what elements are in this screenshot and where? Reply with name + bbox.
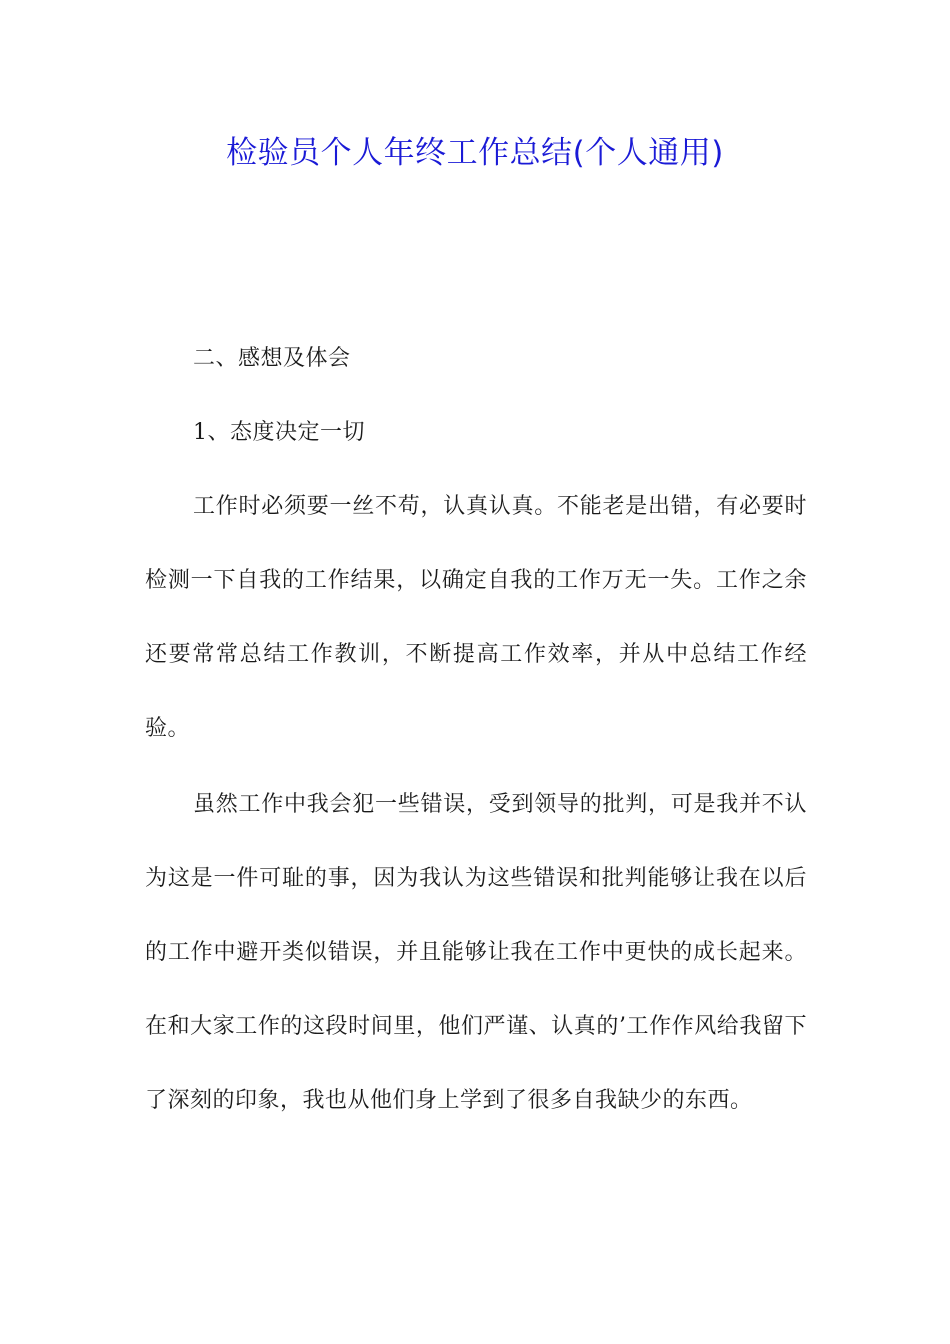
paragraph: 虽然工作中我会犯一些错误，受到领导的批判，可是我并不认为这是一件可耻的事，因为我认为这些错误和批判能够让我在以后的工作中避开类似错误，并且能够让我在工作中更快的成长起来。在和大家工作的这段时间里，他们严谨、认真的’工作作风给我留下了深刻的印象，我也从他们身上学到了很多自我缺少的东西。 (145, 792, 807, 1113)
section-heading: 二、感想及体会 (193, 346, 351, 371)
sub-heading: 1、态度决定一切 (193, 420, 365, 445)
document-title: 检验员个人年终工作总结(个人通用) (226, 135, 724, 171)
paragraph: 工作时必须要一丝不苟，认真认真。不能老是出错，有必要时检测一下自我的工作结果，以确定自我的工作万无一失。工作之余还要常常总结工作教训，不断提高工作效率，并从中总结工作经验。 (145, 494, 807, 741)
